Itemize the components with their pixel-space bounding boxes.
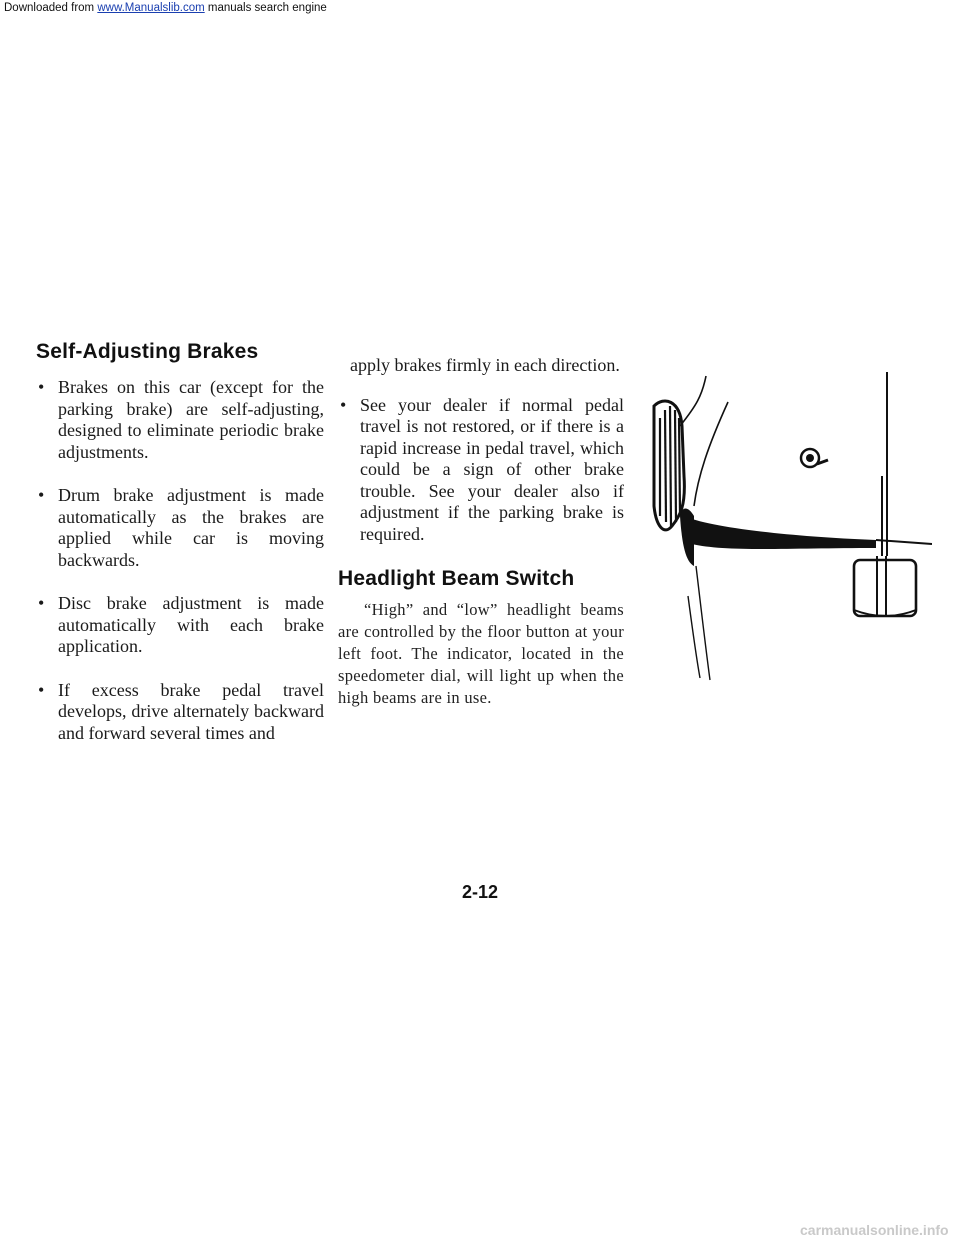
list-item: • If excess brake pedal travel develops, drive alternately backward and forward several times and: [36, 680, 324, 745]
headlight-paragraph: “High” and “low” headlight beams are controlled by the floor button at your left foot. The indicator, located in the speedometer dial, will light up when the high beams are in use.: [338, 600, 624, 707]
list-item: • Brakes on this car (except for the parking brake) are self-adjusting, designed to eliminate periodic brake adjustments.: [36, 377, 324, 463]
headlight-beam-switch-heading: Headlight Beam Switch: [338, 567, 575, 590]
left-column: [36, 340, 324, 766]
continued-text: apply brakes firmly in each direction.: [350, 355, 620, 375]
dimmer-button-icon: [801, 449, 828, 467]
banner-prefix: Downloaded from: [4, 2, 98, 14]
dealer-bullet-list: [338, 395, 624, 546]
list-item: • Drum brake adjustment is made automatically as the brakes are applied while car is moving backwards.: [36, 485, 324, 571]
brakes-bullet-list: [36, 377, 324, 744]
self-adjusting-brakes-heading: Self-Adjusting Brakes: [36, 340, 259, 363]
watermark: carmanualsonline.info: [800, 1222, 949, 1238]
list-item: • Disc brake adjustment is made automatically with each brake application.: [36, 593, 324, 658]
page-number: 2-12: [462, 882, 499, 902]
headlight-dimmer-switch-illustration: [636, 366, 932, 686]
banner-suffix: manuals search engine: [204, 2, 327, 14]
manualslib-link[interactable]: www.Manualslib.com: [97, 2, 205, 14]
download-banner: [4, 2, 327, 14]
middle-column: [338, 355, 624, 709]
list-item: • See your dealer if normal pedal travel is not restored, or if there is a rapid increase in pedal travel, which could be a sign of other brake trouble. See your dealer also if adjustment if the parking brake is required.: [338, 395, 624, 546]
